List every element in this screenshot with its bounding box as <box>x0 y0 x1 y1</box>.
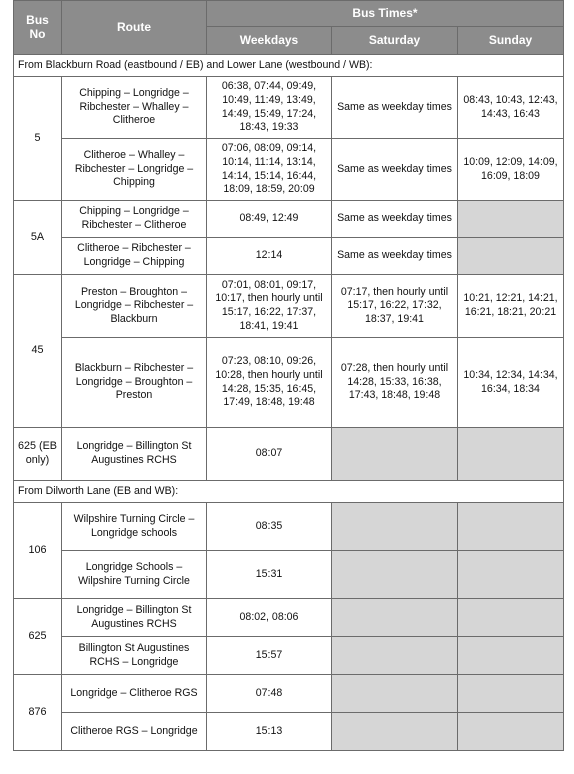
weekdays-cell: 07:06, 08:09, 09:14, 10:14, 11:14, 13:14, 14:14, 15:14, 16:44, 18:09, 18:59, 20:09 <box>207 139 332 201</box>
weekdays-cell: 08:02, 08:06 <box>207 599 332 637</box>
bus-number: 625 (EB only) <box>14 428 62 481</box>
table-row <box>14 637 564 675</box>
bus-number: 5A <box>14 201 62 275</box>
route-cell: Longridge – Billington St Augustines RCHS <box>62 428 207 481</box>
table-header <box>14 1 564 55</box>
saturday-cell-empty <box>332 637 458 675</box>
bus-timetable <box>13 0 564 751</box>
table-row <box>14 713 564 751</box>
bus-number: 45 <box>14 275 62 428</box>
route-cell: Longridge – Billington St Augustines RCHS <box>62 599 207 637</box>
bus-number: 625 <box>14 599 62 675</box>
section-row <box>14 55 564 77</box>
saturday-cell: Same as weekday times <box>332 77 458 139</box>
saturday-cell: Same as weekday times <box>332 139 458 201</box>
table-row <box>14 139 564 201</box>
route-cell: Billington St Augustines RCHS – Longridge <box>62 637 207 675</box>
sunday-cell: 08:43, 10:43, 12:43, 14:43, 16:43 <box>458 77 564 139</box>
sunday-cell-empty <box>458 428 564 481</box>
sunday-header: Sunday <box>458 27 564 55</box>
weekdays-cell: 15:57 <box>207 637 332 675</box>
bus-times-header: Bus Times* <box>207 1 564 27</box>
bus-number: 106 <box>14 503 62 599</box>
sunday-cell-empty <box>458 675 564 713</box>
section-title: From Blackburn Road (eastbound / EB) and Lower Lane (westbound / WB): <box>14 55 564 77</box>
route-cell: Longridge Schools – Wilpshire Turning Circle <box>62 551 207 599</box>
weekdays-cell: 15:13 <box>207 713 332 751</box>
route-cell: Clitheroe RGS – Longridge <box>62 713 207 751</box>
route-header: Route <box>62 1 207 55</box>
saturday-cell-empty <box>332 551 458 599</box>
saturday-cell-empty <box>332 713 458 751</box>
saturday-cell-empty <box>332 503 458 551</box>
route-cell: Longridge – Clitheroe RGS <box>62 675 207 713</box>
route-cell: Clitheroe – Ribchester – Longridge – Chipping <box>62 238 207 275</box>
weekdays-cell: 08:49, 12:49 <box>207 201 332 238</box>
sunday-cell-empty <box>458 238 564 275</box>
sunday-cell: 10:34, 12:34, 14:34, 16:34, 18:34 <box>458 338 564 428</box>
route-cell: Wilpshire Turning Circle – Longridge schools <box>62 503 207 551</box>
route-cell: Blackburn – Ribchester – Longridge – Broughton – Preston <box>62 338 207 428</box>
table-row <box>14 551 564 599</box>
table-row <box>14 238 564 275</box>
table-row <box>14 675 564 713</box>
table-row <box>14 599 564 637</box>
weekdays-cell: 15:31 <box>207 551 332 599</box>
route-cell: Clitheroe – Whalley – Ribchester – Longridge – Chipping <box>62 139 207 201</box>
table-row <box>14 503 564 551</box>
saturday-cell-empty <box>332 428 458 481</box>
saturday-cell: 07:28, then hourly until 14:28, 15:33, 16:38, 17:43, 18:48, 19:48 <box>332 338 458 428</box>
table-row <box>14 275 564 338</box>
weekdays-cell: 07:48 <box>207 675 332 713</box>
saturday-cell: Same as weekday times <box>332 201 458 238</box>
sunday-cell: 10:21, 12:21, 14:21, 16:21, 18:21, 20:21 <box>458 275 564 338</box>
weekdays-cell: 06:38, 07:44, 09:49, 10:49, 11:49, 13:49, 14:49, 15:49, 17:24, 18:43, 19:33 <box>207 77 332 139</box>
weekdays-header: Weekdays <box>207 27 332 55</box>
table-row <box>14 338 564 428</box>
table-row <box>14 428 564 481</box>
bus-number: 5 <box>14 77 62 201</box>
bus-no-header: Bus No <box>14 1 62 55</box>
sunday-cell-empty <box>458 713 564 751</box>
sunday-cell-empty <box>458 503 564 551</box>
section-title: From Dilworth Lane (EB and WB): <box>14 481 564 503</box>
weekdays-cell: 07:01, 08:01, 09:17, 10:17, then hourly until 15:17, 16:22, 17:37, 18:41, 19:41 <box>207 275 332 338</box>
saturday-cell: Same as weekday times <box>332 238 458 275</box>
route-cell: Preston – Broughton – Longridge – Ribchester – Blackburn <box>62 275 207 338</box>
sunday-cell-empty <box>458 551 564 599</box>
bus-number: 876 <box>14 675 62 751</box>
table-row <box>14 77 564 139</box>
weekdays-cell: 12:14 <box>207 238 332 275</box>
weekdays-cell: 08:07 <box>207 428 332 481</box>
sunday-cell-empty <box>458 637 564 675</box>
section-row <box>14 481 564 503</box>
table-row <box>14 201 564 238</box>
saturday-header: Saturday <box>332 27 458 55</box>
sunday-cell-empty <box>458 599 564 637</box>
saturday-cell: 07:17, then hourly until 15:17, 16:22, 17:32, 18:37, 19:41 <box>332 275 458 338</box>
route-cell: Chipping – Longridge – Ribchester – Whalley – Clitheroe <box>62 77 207 139</box>
saturday-cell-empty <box>332 599 458 637</box>
saturday-cell-empty <box>332 675 458 713</box>
weekdays-cell: 07:23, 08:10, 09:26, 10:28, then hourly until 14:28, 15:35, 16:45, 17:49, 18:48, 19:48 <box>207 338 332 428</box>
sunday-cell: 10:09, 12:09, 14:09, 16:09, 18:09 <box>458 139 564 201</box>
header-row-top <box>14 1 564 27</box>
weekdays-cell: 08:35 <box>207 503 332 551</box>
route-cell: Chipping – Longridge – Ribchester – Clitheroe <box>62 201 207 238</box>
sunday-cell-empty <box>458 201 564 238</box>
